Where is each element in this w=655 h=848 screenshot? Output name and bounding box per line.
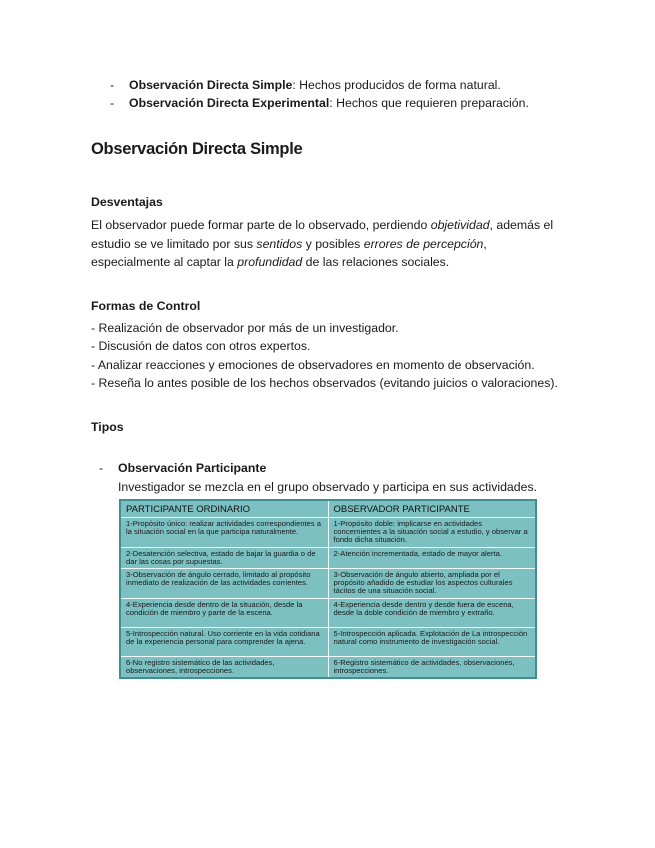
text-run: y posibles <box>302 236 364 251</box>
list-item: - Analizar reacciones y emociones de observadores en momento de observación. <box>91 357 535 372</box>
table-cell: 1-Propósito único: realizar actividades correspondientes a la situación social en la que participa naturalmente. <box>120 518 328 548</box>
tipos-heading: Tipos <box>91 420 124 434</box>
comparison-table <box>119 499 537 679</box>
bullet-label: Observación Directa Experimental <box>129 96 330 110</box>
table-cell: 6-No registro sistemático de las actividades, observaciones, introspecciones. <box>120 656 328 678</box>
list-item: - Realización de observador por más de un investigador. <box>91 321 399 335</box>
formas-control-list <box>91 319 558 392</box>
table-cell: 6-Registro sistemático de actividades, observaciones, introspecciones. <box>328 656 536 678</box>
table-row <box>120 656 536 678</box>
table-cell: 4-Experiencia desde dentro de la situación, desde la condición de miembro y parte de la escena. <box>120 598 328 627</box>
intro-bullet-simple <box>110 76 529 94</box>
bullet-marker: - <box>110 78 115 92</box>
emphasis-run: objetividad <box>430 218 490 232</box>
bullet-marker: - <box>110 96 115 110</box>
header-participante-ordinario: PARTICIPANTE ORDINARIO <box>120 500 328 518</box>
table-cell: 3-Observación de ángulo cerrado, limitado al propósito inmediato de realización de las actividades corrientes. <box>120 569 328 599</box>
table-row <box>120 518 536 548</box>
participante-description: Investigador se mezcla en el grupo observado y participa en sus actividades. <box>118 480 538 494</box>
table-row <box>120 569 536 599</box>
list-item: - Reseña lo antes posible de los hechos observados (evitando juicios o valoraciones). <box>91 375 558 390</box>
formas-control-heading: Formas de Control <box>91 299 201 313</box>
text-run: estudio se ve limitado por sus <box>91 236 257 251</box>
table-cell: 5-Introspección aplicada. Explotación de La introspección natural como instrumento de investigación social. <box>328 627 536 656</box>
text-run: , <box>483 236 487 251</box>
participante-title: Observación Participante <box>118 461 267 475</box>
emphasis-run: sentidos <box>256 236 303 251</box>
list-item: - Discusión de datos con otros expertos. <box>91 339 311 354</box>
desventajas-paragraph <box>91 216 571 272</box>
bullet-marker: - <box>99 461 104 475</box>
header-observador-participante: OBSERVADOR PARTICIPANTE <box>328 500 536 518</box>
paragraph-line <box>91 255 449 269</box>
bullet-text: : Hechos producidos de forma natural. <box>292 78 501 92</box>
desventajas-heading: Desventajas <box>91 195 163 209</box>
intro-bullet-list <box>110 76 529 112</box>
table-row <box>120 598 536 627</box>
table-row <box>120 627 536 656</box>
section-title: Observación Directa Simple <box>91 140 303 158</box>
text-run: especialmente al captar la <box>91 255 238 269</box>
table-cell: 1-Propósito doble: implicarse en actividades concernientes a la situación social a estudio, y observar a fondo dicha situación. <box>328 518 536 548</box>
table-cell: 5-Introspección natural. Uso corriente en la vida cotidiana de la experiencia personal para comprender la ajena. <box>120 627 328 656</box>
bullet-label: Observación Directa Simple <box>129 78 293 92</box>
bullet-text: : Hechos que requieren preparación. <box>329 96 529 110</box>
paragraph-line <box>91 218 553 232</box>
table-cell: 3-Observación de ángulo abierto, ampliada por el propósito añadido de estudiar los aspectos culturales tácitos de una situación social. <box>328 569 536 599</box>
emphasis-run: errores de percepción <box>363 236 484 251</box>
text-run: , además el <box>489 218 554 232</box>
table-cell: 2-Desatención selectiva, estado de bajar la guardia o de dar las cosas por supuestas. <box>120 547 328 568</box>
table-cell: 2-Atención incrementada, estado de mayor alerta. <box>328 547 536 568</box>
table-cell: 4-Experiencia desde dentro y desde fuera de escena, desde la doble condición de miembro y extraño. <box>328 598 536 627</box>
intro-bullet-experimental <box>110 94 529 112</box>
paragraph-line <box>91 237 487 251</box>
text-run: de las relaciones sociales. <box>302 255 450 269</box>
emphasis-run: profundidad <box>237 255 303 269</box>
table-header-row <box>120 500 536 518</box>
text-run: El observador puede formar parte de lo observado, perdiendo <box>91 218 431 232</box>
table-row <box>120 547 536 568</box>
